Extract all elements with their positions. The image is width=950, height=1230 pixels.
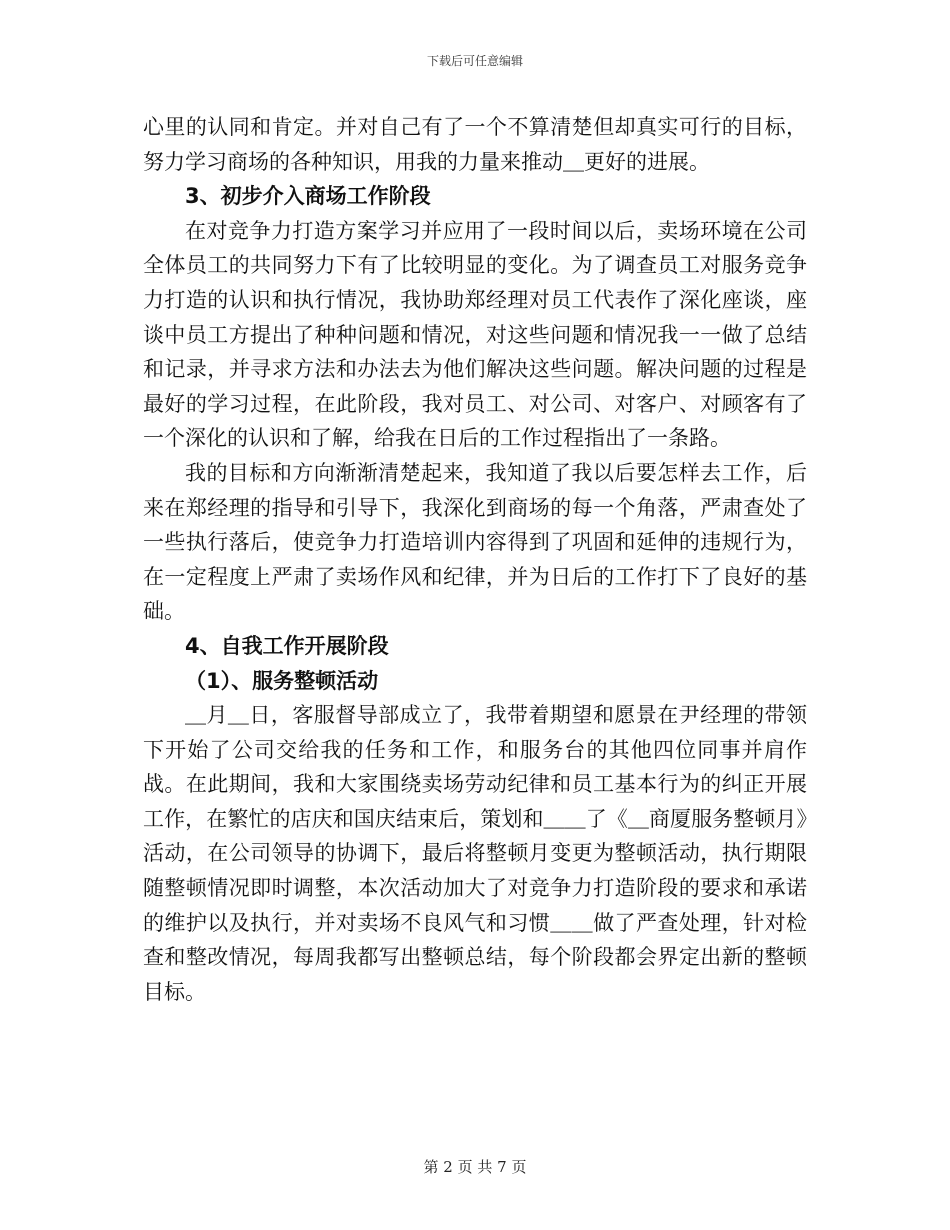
paragraph-3-2: 我的目标和方向渐渐清楚起来，我知道了我以后要怎样去工作，后来在郑经理的指导和引导下，我深化到商场的每一个角落，严肃查处了一些执行落后，使竞争力打造培训内容得到了巩固和延伸的违规行为，在一定程度上严肃了卖场作风和纪律，并为日后的工作打下了良好的基础。: [143, 460, 807, 624]
paragraph-continuation: 心里的认同和肯定。并对自己有了一个不算清楚但却真实可行的目标，努力学习商场的各种知识，用我的力量来推动＿更好的进展。: [143, 115, 807, 174]
section-heading-3: 3、初步介入商场工作阶段: [185, 184, 431, 209]
subsection-heading-4-1: （1）、服务整顿活动: [185, 668, 379, 693]
document-body: [143, 110, 807, 1009]
paragraph-3-1: 在对竞争力打造方案学习并应用了一段时间以后，卖场环境在公司全体员工的共同努力下有了比较明显的变化。为了调查员工对服务竞争力打造的认识和执行情况，我协助郑经理对员工代表作了深化座谈，座谈中员工方提出了种种问题和情况，对这些问题和情况我一一做了总结和记录，并寻求方法和办法去为他们解决这些问题。解决问题的过程是最好的学习过程，在此阶段，我对员工、对公司、对客户、对顾客有了一个深化的认识和了解，给我在日后的工作过程指出了一条路。: [143, 218, 807, 451]
page-header: 下载后可任意编辑: [426, 54, 523, 68]
page-number: 第 2 页 共 7 页: [423, 1158, 527, 1176]
section-heading-4: 4、自我工作开展阶段: [185, 633, 389, 658]
paragraph-4-1: ＿月＿日，客服督导部成立了，我带着期望和愿景在尹经理的带领下开始了公司交给我的任务和工作，和服务台的其他四位同事并肩作战。在此期间，我和大家围绕卖场劳动纪律和员工基本行为的纠正开展工作，在繁忙的店庆和国庆结束后，策划和＿＿了《＿商厦服务整顿月》活动，在公司领导的协调下，最后将整顿月变更为整顿活动，执行期限随整顿情况即时调整，本次活动加大了对竞争力打造阶段的要求和承诺的维护以及执行，并对卖场不良风气和习惯＿＿做了严查处理，针对检查和整改情况，每周我都写出整顿总结，每个阶段都会界定出新的整顿目标。: [143, 703, 807, 1004]
